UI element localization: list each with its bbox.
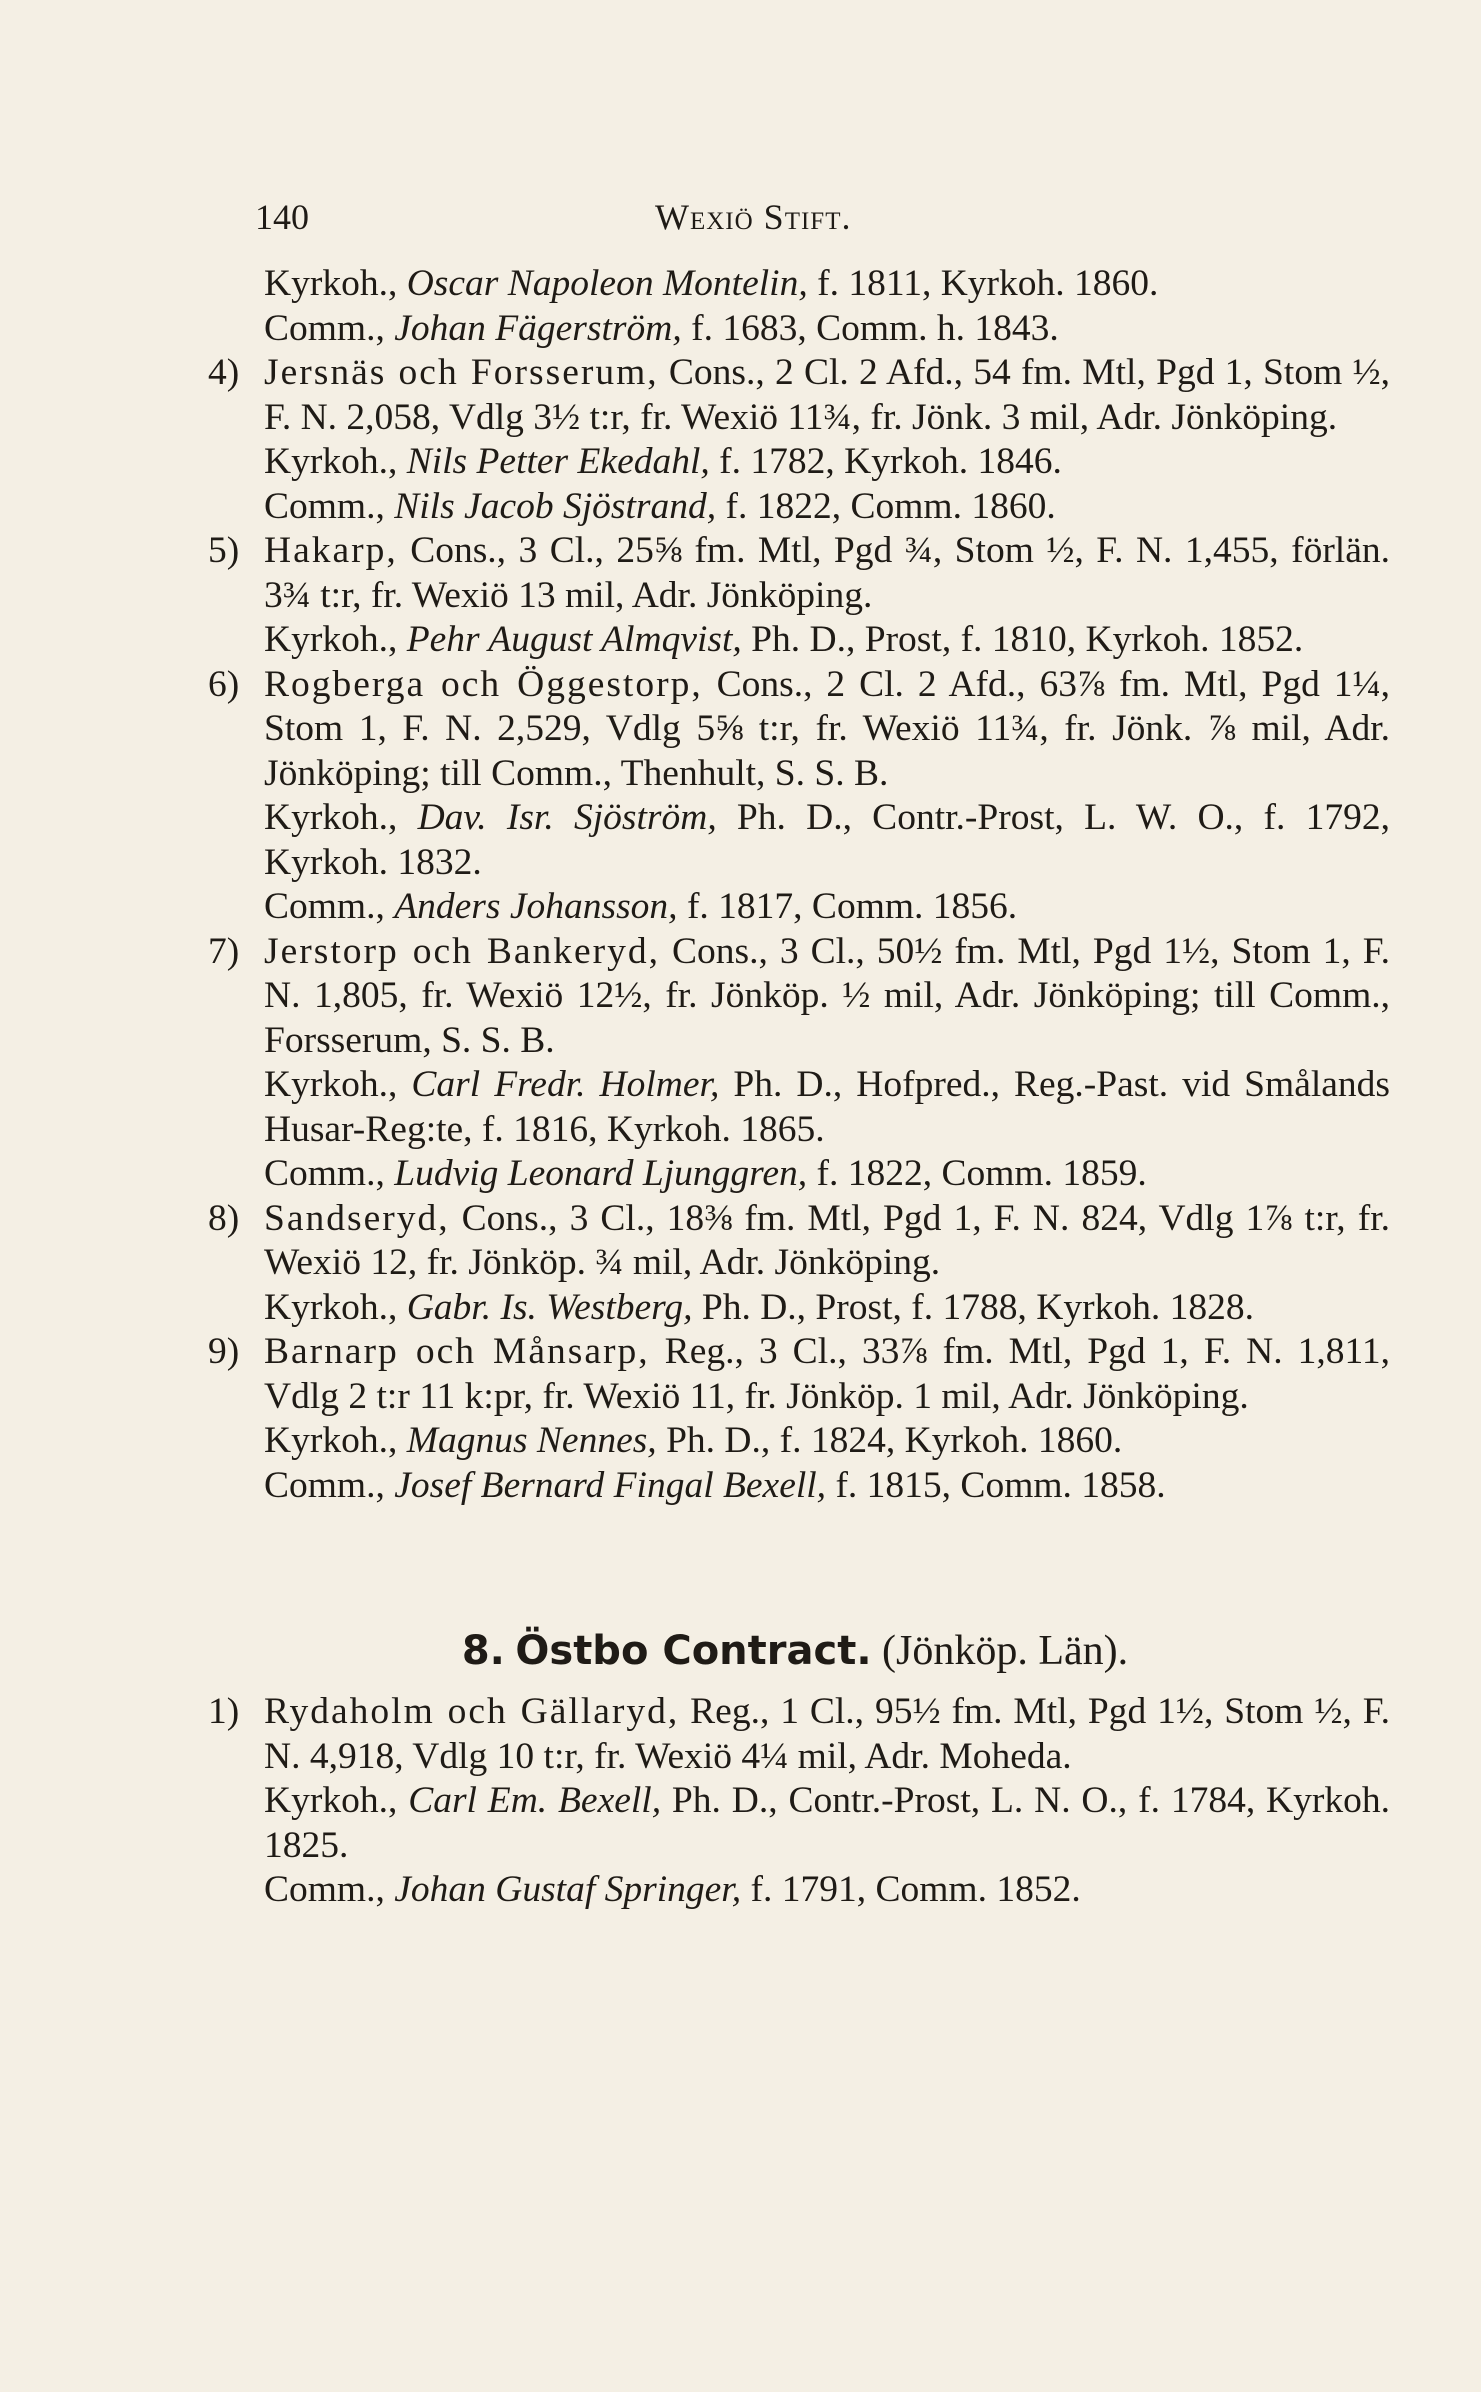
parish-details: Reg., 1 Cl., 95½ fm. Mtl, Pgd 1½, Stom ½, F. N. 4,918, Vdlg 10 t:r, fr. Wexiö 4¼ mil, Adr. Moheda. xyxy=(264,1691,1390,1777)
role: Kyrkoh., xyxy=(264,441,398,482)
person-details: f. 1817, Comm. 1856. xyxy=(677,886,1018,927)
page-number: 140 xyxy=(255,197,309,237)
person-name: Carl Em. Bexell, xyxy=(408,1780,662,1821)
role: Kyrkoh., xyxy=(264,1420,398,1461)
person-details: Ph. D., Prost, f. 1788, Kyrkoh. 1828. xyxy=(692,1286,1254,1328)
opening-entries xyxy=(200,262,1390,351)
page-body xyxy=(200,262,1390,1913)
person-name: Dav. Isr. Sjöström, xyxy=(417,797,717,838)
person-name: Oscar Napoleon Montelin, xyxy=(406,263,808,304)
person-line xyxy=(264,307,1390,352)
parish-title: Sandseryd, xyxy=(264,1197,450,1239)
parish-details: Reg., 3 Cl., 33⅞ fm. Mtl, Pgd 1, F. N. 1,811, Vdlg 2 t:r 11 k:pr, fr. Wexiö 11, fr. Jönköp. 1 mil, Adr. Jönköping. xyxy=(264,1331,1391,1417)
role: Kyrkoh., xyxy=(264,797,398,838)
parish-number: 9) xyxy=(208,1331,240,1372)
role: Kyrkoh., xyxy=(264,1780,398,1821)
parish-details: Cons., 3 Cl., 25⅝ fm. Mtl, Pgd ¾, Stom ½, F. N. 1,455, förlän. 3¾ t:r, fr. Wexiö 13 mil, Adr. Jönköping. xyxy=(264,530,1390,616)
person-line xyxy=(264,1868,1390,1913)
role: Comm., xyxy=(264,1153,385,1194)
person-line xyxy=(264,1419,1390,1464)
person-name: Johan Gustaf Springer, xyxy=(394,1869,742,1910)
role: Kyrkoh., xyxy=(264,1064,398,1105)
role: Comm., xyxy=(264,1464,385,1506)
parish-title: Barnarp och Månsarp, xyxy=(264,1331,650,1372)
person-name: Pehr August Almqvist, xyxy=(406,619,742,660)
person-details: Ph. D., Prost, f. 1810, Kyrkoh. 1852. xyxy=(741,619,1304,660)
parish-description xyxy=(264,1197,1390,1286)
parish-title: Jerstorp och Bankeryd, xyxy=(264,930,661,972)
role: Comm., xyxy=(264,1869,385,1910)
parish-details: Cons., 2 Cl. 2 Afd., 63⅞ fm. Mtl, Pgd 1¼, Stom 1, F. N. 2,529, Vdlg 5⅝ t:r, fr. Wexiö 11¾, fr. Jönk. ⅞ mil, Adr. Jönköping; till Comm., Thenhult, S. S. B. xyxy=(264,663,1390,794)
parish-details: Cons., 2 Cl. 2 Afd., 54 fm. Mtl, Pgd 1, Stom ½, F. N. 2,058, Vdlg 3½ t:r, fr. Wexiö 11¾, fr. Jönk. 3 mil, Adr. Jönköping. xyxy=(264,352,1390,438)
contract-name: Östbo Contract. xyxy=(515,1628,872,1674)
person-details: f. 1822, Comm. 1859. xyxy=(807,1153,1147,1194)
parish-number: 6) xyxy=(208,663,240,705)
parish-title: Rydaholm och Gällaryd, xyxy=(264,1691,680,1732)
parish-details: Cons., 3 Cl., 18⅜ fm. Mtl, Pgd 1, F. N. 824, Vdlg 1⅞ t:r, fr. Wexiö 12, fr. Jönköp. ¾ mil, Adr. Jönköping. xyxy=(264,1197,1390,1283)
role: Comm., xyxy=(264,307,385,349)
parish-description xyxy=(264,351,1390,440)
person-name: Nils Petter Ekedahl, xyxy=(406,441,710,482)
person-details: f. 1683, Comm. h. 1843. xyxy=(681,307,1059,349)
person-name: Anders Johansson, xyxy=(394,886,678,927)
parish-number: 4) xyxy=(208,352,240,393)
parish-entry xyxy=(200,1197,1390,1331)
parish-entry xyxy=(200,930,1390,1197)
person-line xyxy=(264,262,1390,307)
person-name: Johan Fägerström, xyxy=(394,307,682,349)
person-details: Ph. D., Contr.-Prost, L. W. O., f. 1792, Kyrkoh. 1832. xyxy=(264,797,1390,883)
parish-description xyxy=(264,529,1390,618)
person-details: f. 1782, Kyrkoh. 1846. xyxy=(709,441,1062,482)
parish-description xyxy=(264,663,1390,797)
role: Comm., xyxy=(264,485,385,527)
parish-details: Cons., 3 Cl., 50½ fm. Mtl, Pgd 1½, Stom 1, F. N. 1,805, fr. Wexiö 12½, fr. Jönköp. ½ mil, Adr. Jönköping; till Comm., Forsserum, S. S. B. xyxy=(264,930,1390,1061)
parish-entry xyxy=(200,1330,1390,1508)
person-name: Nils Jacob Sjöstrand, xyxy=(394,485,717,527)
parish-number: 8) xyxy=(208,1197,240,1239)
person-details: Ph. D., f. 1824, Kyrkoh. 1860. xyxy=(656,1420,1123,1461)
person-line xyxy=(264,1464,1390,1509)
person-details: f. 1791, Comm. 1852. xyxy=(741,1869,1081,1910)
contract-region: (Jönköp. Län). xyxy=(882,1628,1129,1674)
person-line xyxy=(264,1779,1390,1868)
role: Kyrkoh., xyxy=(264,1286,398,1328)
parish-title: Rogberga och Öggestorp, xyxy=(264,663,703,705)
parish-title: Jersnäs och Forsserum, xyxy=(264,352,659,393)
person-line xyxy=(264,618,1390,663)
contract-heading xyxy=(200,1626,1390,1676)
person-details: Ph. D., Contr.-Prost, L. N. O., f. 1784, Kyrkoh. 1825. xyxy=(264,1780,1390,1866)
page-header xyxy=(255,196,1381,240)
parish-entry xyxy=(200,529,1390,663)
parish-number: 7) xyxy=(208,930,240,972)
person-name: Josef Bernard Fingal Bexell, xyxy=(394,1464,827,1506)
person-name: Gabr. Is. Westberg, xyxy=(406,1286,693,1328)
person-details: f. 1822, Comm. 1860. xyxy=(716,485,1056,527)
person-line xyxy=(264,1286,1390,1331)
parish-title: Hakarp, xyxy=(264,530,398,571)
person-line xyxy=(264,1152,1390,1197)
parish-number: 5) xyxy=(208,530,240,571)
person-details: Ph. D., Hofpred., Reg.-Past. vid Smålands Husar-Reg:te, f. 1816, Kyrkoh. 1865. xyxy=(264,1064,1390,1150)
person-line xyxy=(264,440,1390,485)
person-line xyxy=(264,796,1390,885)
person-line xyxy=(264,485,1390,530)
person-name: Carl Fredr. Holmer, xyxy=(411,1064,720,1105)
role: Comm., xyxy=(264,886,385,927)
person-details: f. 1811, Kyrkoh. 1860. xyxy=(807,263,1159,304)
person-details: f. 1815, Comm. 1858. xyxy=(826,1464,1166,1506)
parish-entry xyxy=(200,663,1390,930)
person-name: Magnus Nennes, xyxy=(406,1420,657,1461)
parish-description xyxy=(264,930,1390,1064)
running-title: Wexiö Stift. xyxy=(655,197,852,237)
role: Kyrkoh., xyxy=(264,619,398,660)
parish-description xyxy=(264,1690,1390,1779)
person-line xyxy=(264,885,1390,930)
parish-number: 1) xyxy=(208,1691,240,1732)
person-name: Ludvig Leonard Ljunggren, xyxy=(394,1153,808,1194)
contract-number: 8. xyxy=(461,1628,505,1674)
person-line xyxy=(264,1063,1390,1152)
role: Kyrkoh., xyxy=(264,263,398,304)
parish-entry xyxy=(200,1690,1390,1913)
parish-description xyxy=(264,1330,1390,1419)
parish-entry xyxy=(200,351,1390,529)
